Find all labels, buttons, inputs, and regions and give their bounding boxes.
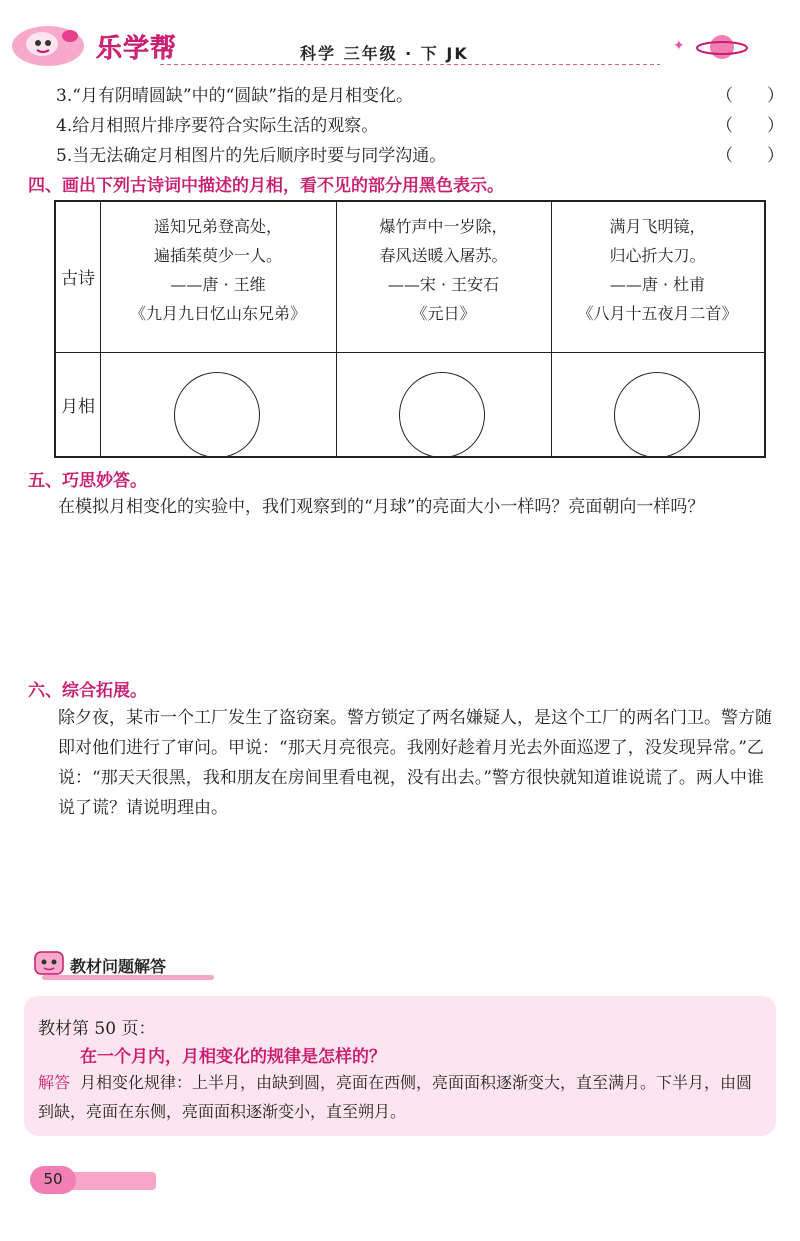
textbook-answer-box (24, 996, 776, 1136)
textbook-page-ref: 教材第 50 页： (38, 1019, 156, 1039)
tf-item-text: 5.当无法确定月相图片的先后顺序时要与同学沟通。 (56, 146, 447, 166)
poem-line: 春风送暖入屠苏。 (379, 246, 508, 265)
moon-drawing-circle[interactable] (399, 372, 485, 458)
tf-item-text: 3.“月有阴晴圆缺”中的“圆缺”指的是月相变化。 (56, 86, 413, 106)
poem-cell (100, 212, 336, 328)
poem-line: 归心折大刀。 (609, 246, 706, 265)
row-label-moon: 月相 (61, 397, 95, 417)
section-4-title: 四、画出下列古诗词中描述的月相，看不见的部分用黑色表示。 (28, 176, 504, 196)
sparkle-icon: ✦ (673, 38, 685, 54)
textbook-question: 在一个月内，月相变化的规律是怎样的？ (80, 1047, 386, 1067)
badge-label: 教材问题解答 (70, 957, 167, 976)
poem-author: ——唐 · 杜甫 (609, 275, 706, 294)
poem-line: 满月飞明镜， (609, 217, 706, 236)
section-5-question: 在模拟月相变化的实验中，我们观察到的“月球”的亮面大小一样吗？亮面朝向一样吗？ (58, 497, 705, 517)
answer-blank[interactable]: （ ） (716, 146, 784, 166)
row-label-poem: 古诗 (61, 269, 95, 289)
planet-icon (695, 30, 749, 64)
mascot-logo-icon (8, 22, 88, 68)
section-6-title: 六、综合拓展。 (28, 681, 147, 701)
poem-cell (551, 212, 764, 328)
moon-drawing-circle[interactable] (174, 372, 260, 458)
section-6-question: 除夕夜，某市一个工厂发生了盗窃案。警方锁定了两名嫌疑人，是这个工厂的两名门卫。警方随即对他们进行了审问。甲说：“那天月亮很亮。我刚好趁着月光去外面巡逻了，没发现异常。”乙说：“那天天很黑，我和朋友在房间里看电视，没有出去。”警方很快就知道谁说谎了。两人中谁说了谎？请说明理由。 (58, 708, 772, 818)
poem-cell (336, 212, 551, 328)
page-number: 50 (43, 1170, 63, 1188)
poem-title: 《元日》 (411, 304, 476, 323)
poem-line: 遥知兄弟登高处， (153, 217, 282, 236)
textbook-badge (24, 946, 224, 980)
subject-header: 科学 三年级 · 下 JK (300, 44, 469, 63)
poem-line: 爆竹声中一岁除， (379, 217, 508, 236)
mascot-icon (32, 948, 66, 978)
answer-label: 解答 (38, 1073, 71, 1092)
poem-author: ——唐 · 王维 (170, 275, 266, 294)
answer-blank[interactable]: （ ） (716, 86, 784, 106)
tf-item (56, 141, 784, 169)
poem-moon-table (54, 200, 766, 458)
textbook-answer (38, 1068, 768, 1126)
section-5-title: 五、巧思妙答。 (28, 471, 147, 491)
brand-logo: 乐学帮 (96, 34, 178, 64)
poem-line: 遍插茱萸少一人。 (153, 246, 282, 265)
moon-drawing-circle[interactable] (614, 372, 700, 458)
header-divider (160, 64, 660, 65)
poem-title: 《九月九日忆山东兄弟》 (129, 304, 306, 323)
tf-item (56, 81, 784, 109)
poem-title: 《八月十五夜月二首》 (577, 304, 738, 323)
poem-author: ——宋 · 王安石 (387, 275, 500, 294)
tf-item-text: 4.给月相照片排序要符合实际生活的观察。 (56, 116, 379, 136)
answer-text: 月相变化规律：上半月，由缺到圆，亮面在西侧，亮面面积逐渐变大，直至满月。下半月，由圆到缺，亮面在东侧，亮面面积逐渐变小，直至朔月。 (38, 1073, 753, 1121)
answer-blank[interactable]: （ ） (716, 116, 784, 136)
tf-item (56, 111, 784, 139)
